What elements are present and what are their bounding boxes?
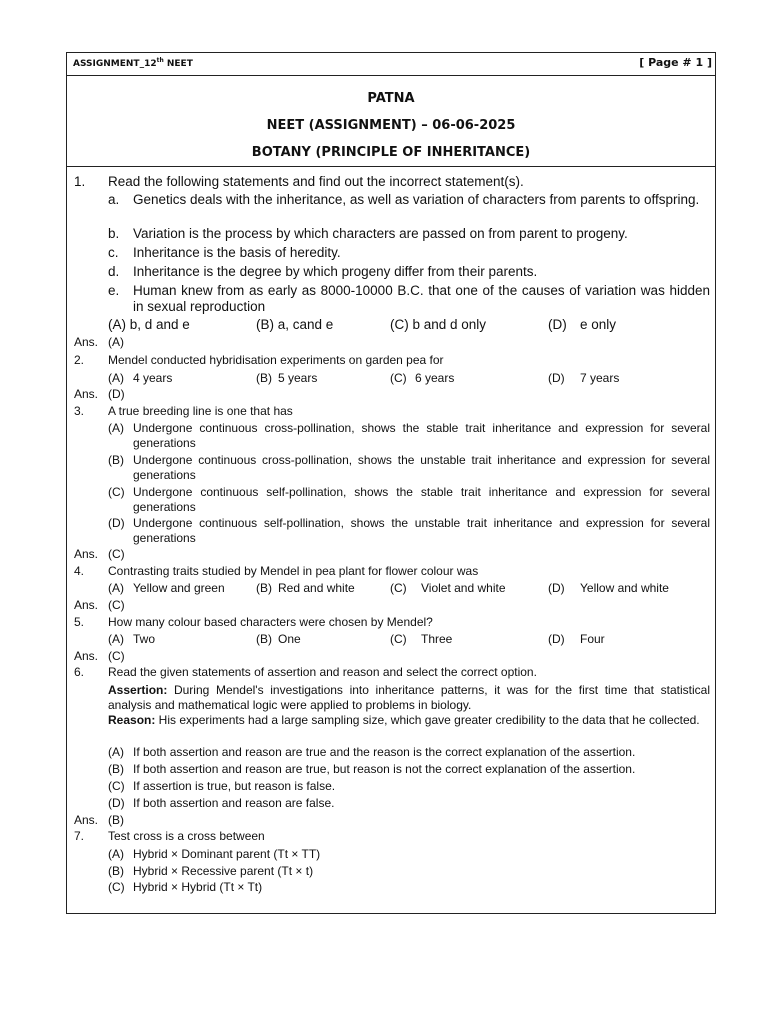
answer-5: Ans. (C): [74, 649, 125, 663]
question-7: 7. Test cross is a cross between (A) Hybrid × Dominant parent (Tt × TT) (B) Hybrid × Recessive parent (Tt × t) (C) Hybrid × Hybrid (Tt × Tt): [74, 829, 321, 894]
question-3: 3. A true breeding line is one that has (A) Undergone continuous cross-pollination, shows the stable trait inheritance and expression for several generations (B) Undergone continuous cross-pollination, shows the unstable trait inheritance and expression for several generations (C) Undergone continuous self-pollination, shows the stable trait inheritance and expression for several generations (D) Undergone continuous self-pollination, shows the unstable trait inheritance and expression for several generations: [74, 404, 710, 545]
question-1: 1. Read the following statements and find out the incorrect statement(s). a. Genetics deals with the inheritance, as well as variation of characters from parents to offspring. b. Variation is the process by which characters are passed on from parent to progeny. c. Inheritance is the basis of heredity. d. Inheritance is the degree by which progeny differ from their parents. e. Human knew from as early as 8000-10000 B.C. that one of the causes of variation was hidden in sexual reproduction (A) b, d and e (B) a, cand e (C) b and d only (D) e only: [74, 174, 710, 332]
reason-text: Reason: His experiments had a large sampling size, which gave greater credibility to the data that he collected.: [108, 713, 700, 727]
subject-title: BOTANY (PRINCIPLE OF INHERITANCE): [251, 145, 531, 160]
exam-title: NEET (ASSIGNMENT) – 06-06-2025: [266, 118, 516, 133]
page-header: [67, 53, 715, 76]
question-5: 5. How many colour based characters were chosen by Mendel? (A) Two (B) One (C) Three (D) Four: [74, 615, 605, 646]
assignment-label: ASSIGNMENT_12th NEET: [73, 57, 193, 69]
answer-6: Ans. (B): [74, 813, 124, 827]
city-title: PATNA: [367, 91, 415, 106]
answer-3: Ans. (C): [74, 547, 125, 561]
title-block: [67, 91, 715, 172]
page-number: [ Page # 1 ]: [639, 56, 712, 69]
answer-1: Ans. (A): [74, 335, 124, 349]
question-2: 2. Mendel conducted hybridisation experiments on garden pea for (A) 4 years (B) 5 years (C) 6 years (D) 7 years: [74, 353, 620, 385]
answer-4: Ans. (C): [74, 598, 125, 612]
answer-2: Ans. (D): [74, 387, 125, 401]
question-6: 6. Read the given statements of assertion and reason and select the correct option. Assertion: During Mendel's investigations into inheritance patterns, it was for the first time that statistical analysis and mathematical logic were applied to problems in biology. Reason: His experiments had a large sampling size, which gave greater credibility to the data that he collected. (A) If both assertion and reason are true and the reason is the correct explanation of the assertion. (B) If both assertion and reason are true, but reason is not the correct explanation of the assertion. (C) If assertion is true, but reason is false. (D) If both assertion and reason are false.: [74, 665, 710, 810]
assertion-text: Assertion: During Mendel's investigations into inheritance patterns, it was for the first time that statistical analysis and mathematical logic were applied to problems in biology.: [108, 683, 710, 712]
title-divider: [67, 166, 715, 167]
page-frame: [66, 52, 716, 914]
question-4: 4. Contrasting traits studied by Mendel in pea plant for flower colour was (A) Yellow and green (B) Red and white (C) Violet and white (D) Yellow and white: [74, 564, 669, 595]
